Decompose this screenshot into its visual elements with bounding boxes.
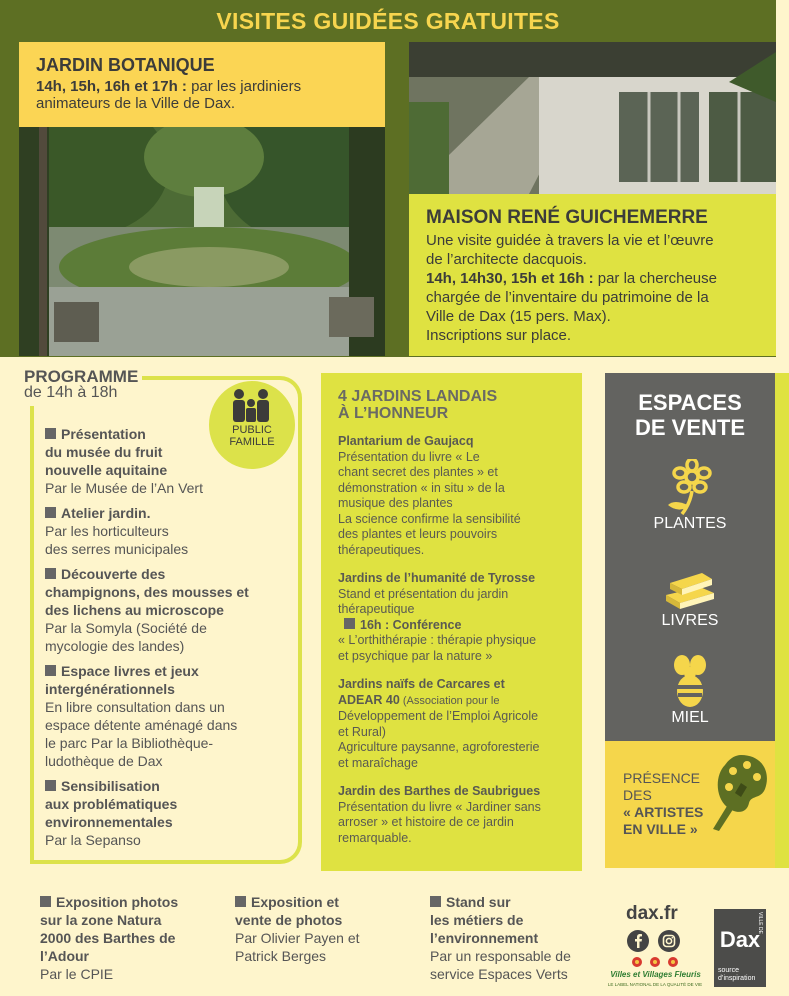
- item-desc: des serres municipales: [45, 541, 189, 557]
- instagram-icon[interactable]: [658, 930, 680, 952]
- jardin-item-desc: thérapeutique: [338, 602, 415, 616]
- bullet-square-icon: [344, 618, 355, 629]
- jardin-item-title: Plantarium de Gaujacq: [338, 434, 474, 448]
- programme-heading: [24, 368, 142, 401]
- maison-guichemerre-box: [409, 194, 776, 356]
- jardin-item-title: ADEAR 40: [338, 692, 400, 707]
- dax-logo-vert: VILLE DE: [757, 912, 763, 934]
- bottom-title: les métiers de: [430, 912, 524, 928]
- item-title: Découverte des: [61, 566, 166, 582]
- item-desc: Par les horticulteurs: [45, 523, 169, 539]
- jardin-item-desc: « L’orthithérapie : thérapie physique: [338, 633, 537, 647]
- espaces-stripe: [775, 373, 789, 868]
- item-desc: ludothèque de Dax: [45, 753, 163, 769]
- jardin-item-title: Jardins naïfs de Carcares et: [338, 677, 505, 691]
- maison-line1: Une visite guidée à travers la vie et l’œuvre: [426, 232, 714, 249]
- programme-frame-left: [30, 406, 34, 864]
- jardin-item-title: Jardins de l’humanité de Tyrosse: [338, 571, 536, 585]
- jardin-item-note: (Association pour le: [399, 694, 500, 707]
- bullet-square-icon: [235, 896, 246, 907]
- item-desc: En libre consultation dans un: [45, 699, 225, 715]
- programme-title: PROGRAMME: [24, 367, 139, 386]
- bottom-desc: service Espaces Verts: [430, 966, 568, 982]
- bee-icon: [660, 651, 720, 711]
- item-desc: Par le Musée de l’An Vert: [45, 480, 203, 496]
- jardin-item-desc: et maraîchage: [338, 755, 418, 770]
- header-banner: [0, 0, 776, 42]
- jardin-item-tyrosse: [338, 571, 582, 664]
- jardin-item-desc: Développement de l’Emploi Agricole: [338, 709, 539, 723]
- jardin-item-desc: et Rural): [338, 724, 386, 739]
- maison-title: MAISON RENÉ GUICHEMERRE: [426, 207, 708, 228]
- item-desc: espace détente aménagé dans: [45, 717, 238, 733]
- item-title: des lichens au microscope: [45, 602, 224, 618]
- jardin-item-desc: démonstration « in situ » de la: [338, 480, 505, 495]
- bullet-square-icon: [45, 568, 56, 579]
- badge-line1: PUBLIC: [232, 424, 272, 436]
- dax-logo: [714, 909, 766, 987]
- maison-times: 14h, 14h30, 15h et 16h :: [426, 270, 594, 287]
- jardins-title: 4 JARDINS LANDAIS À L’HONNEUR: [338, 388, 498, 422]
- item-title: Espace livres et jeux: [61, 663, 199, 679]
- family-icon: [229, 388, 275, 424]
- jardin-item-desc: Présentation du livre « Jardiner sans: [338, 799, 541, 814]
- maison-line4: chargée de l’inventaire du patrimoine de la: [426, 289, 709, 306]
- jardin-item-desc: thérapeutiques.: [338, 542, 425, 557]
- item-title: champignons, des mousses et: [45, 584, 249, 600]
- bullet-square-icon: [430, 896, 441, 907]
- books-icon: [660, 557, 720, 617]
- jardin-title: JARDIN BOTANIQUE: [36, 55, 215, 75]
- bottom-title: sur la zone Natura: [40, 912, 162, 928]
- maison-line2: de l’architecte dacquois.: [426, 251, 587, 268]
- page-title: VISITES GUIDÉES GRATUITES: [216, 7, 560, 34]
- jardin-times: 14h, 15h, 16h et 17h :: [36, 78, 187, 95]
- badge-line2: FAMILLE: [229, 436, 275, 448]
- bullet-square-icon: [40, 896, 51, 907]
- bottom-item-exposition-photos: [40, 893, 178, 983]
- jardin-item-desc: remarquable.: [338, 830, 412, 845]
- bottom-desc: Patrick Berges: [235, 948, 327, 964]
- item-title: intergénérationnels: [45, 681, 175, 697]
- jardin-item-title: Jardin des Barthes de Saubrigues: [338, 784, 541, 798]
- garden-photo: [19, 127, 385, 356]
- programme-item: [45, 565, 270, 655]
- maison-line5: Ville de Dax (15 pers. Max).: [426, 308, 611, 325]
- item-title: nouvelle aquitaine: [45, 462, 168, 478]
- miel-label: MIEL: [671, 709, 709, 726]
- artistes-line2: DES: [623, 787, 652, 803]
- livres-label: LIVRES: [661, 612, 719, 629]
- plantes-label: PLANTES: [653, 515, 727, 532]
- item-desc: Par la Somyla (Société de: [45, 620, 207, 636]
- dax-logo-tagline: source d’inspiration: [718, 967, 756, 982]
- artistes-line3: « ARTISTES: [623, 804, 704, 820]
- jardin-text: [36, 78, 385, 112]
- bullet-square-icon: [45, 665, 56, 676]
- programme-item: [45, 662, 270, 770]
- maison-line6: Inscriptions sur place.: [426, 327, 572, 344]
- palette-icon: [711, 749, 773, 833]
- bottom-desc: Par un responsable de: [430, 948, 571, 964]
- programme-item: [45, 777, 270, 849]
- bottom-title: Exposition et: [251, 894, 339, 910]
- item-title: environnementales: [45, 814, 173, 830]
- conference-label: 16h : Conférence: [360, 617, 462, 632]
- artistes-line4: EN VILLE »: [623, 821, 698, 837]
- bottom-item-stand-metiers: [430, 893, 571, 983]
- bullet-square-icon: [45, 428, 56, 439]
- bottom-item-vente-photos: [235, 893, 360, 965]
- bottom-title: Stand sur: [446, 894, 511, 910]
- house-photo: [409, 42, 776, 194]
- dax-logo-name: Dax: [719, 927, 761, 952]
- flower-icon: [660, 459, 720, 519]
- jardin-item-desc: La science confirme la sensibilité: [338, 511, 521, 526]
- jardin-item-desc: des plantes et leurs pouvoirs: [338, 527, 498, 541]
- item-desc: mycologie des landes): [45, 638, 185, 654]
- jardin-item-desc: Agriculture paysanne, agroforesterie: [338, 740, 540, 754]
- item-title: Présentation: [61, 426, 146, 442]
- jardin-item-desc: et psychique par la nature »: [338, 648, 493, 663]
- maison-text: [426, 231, 776, 345]
- jardins-landais-box: [321, 373, 582, 871]
- flowers-label-icon: [627, 955, 683, 969]
- programme-subtitle: de 14h à 18h: [24, 384, 118, 401]
- bottom-title: l’environnement: [430, 930, 539, 946]
- artistes-box: [605, 741, 775, 868]
- bottom-title: l’Adour: [40, 948, 89, 964]
- espaces-de-vente-box: [605, 373, 775, 741]
- item-title: du musée du fruit: [45, 444, 163, 460]
- artistes-line1: PRÉSENCE: [623, 770, 701, 786]
- item-title: aux problématiques: [45, 796, 178, 812]
- bottom-title: 2000 des Barthes de: [40, 930, 176, 946]
- jardin-item-desc: Présentation du livre « Le: [338, 449, 480, 464]
- bottom-desc: Par Olivier Payen et: [235, 930, 360, 946]
- item-desc: le parc Par la Bibliothèque-: [45, 735, 214, 751]
- villes-fleuris-label: Villes et Villages Fleuris: [610, 970, 701, 979]
- jardin-botanique-box: [19, 42, 385, 127]
- jardin-item-desc: arroser » et histoire de ce jardin: [338, 815, 514, 829]
- bullet-square-icon: [45, 780, 56, 791]
- item-desc: Par la Sepanso: [45, 832, 141, 848]
- villes-fleuris-sub: LE LABEL NATIONAL DE LA QUALITÉ DE VIE: [607, 982, 703, 987]
- bullet-square-icon: [45, 507, 56, 518]
- jardin-item-saubrigues: [338, 784, 582, 846]
- jardin-item-gaujacq: [338, 434, 582, 558]
- espaces-title: ESPACES DE VENTE: [634, 390, 746, 440]
- jardin-item-desc: musique des plantes: [338, 496, 453, 510]
- bottom-desc: Par le CPIE: [40, 966, 114, 982]
- jardin-item-carcares: [338, 677, 582, 771]
- maison-line3: par la chercheuse: [593, 270, 717, 287]
- bottom-title: Exposition photos: [56, 894, 179, 910]
- dax-url-link[interactable]: dax.fr: [626, 903, 678, 924]
- programme-list: [45, 425, 270, 856]
- item-title: Atelier jardin.: [61, 505, 151, 521]
- jardin-line1: par les jardiniers: [186, 78, 302, 95]
- bottom-title: vente de photos: [235, 912, 343, 928]
- item-title: Sensibilisation: [61, 778, 160, 794]
- jardin-item-desc: Stand et présentation du jardin: [338, 586, 509, 601]
- facebook-icon[interactable]: [627, 930, 649, 952]
- jardin-line2: animateurs de la Ville de Dax.: [36, 95, 235, 112]
- programme-item: [45, 425, 270, 497]
- jardin-item-desc: chant secret des plantes » et: [338, 465, 498, 479]
- programme-item: [45, 504, 270, 558]
